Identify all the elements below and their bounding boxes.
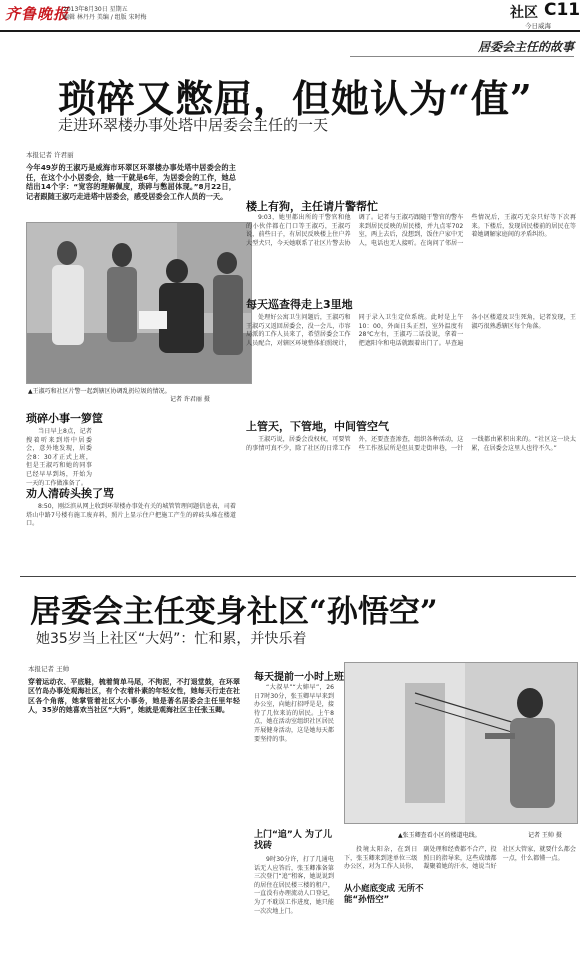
article1-sec-b-text [246,314,576,404]
header-rule [0,30,580,32]
article1-sec-c-title: 琐碎小事一箩筐 [26,412,103,425]
article1-sec-e-text [246,436,576,566]
article1-sec-d-text [26,503,236,565]
article1-sec-e-paragraph: 王淑巧说，居委会没权权，可要管的事情可真不少，除了社区的日常工作外，还要查查渗查，组织各种活动，这些工作基层所是但员要走街串巷，一针一线都由累积出来的。“社区这一块太累，在居委会这里人也待不久。” [246,436,576,452]
article1-sec-b-title: 每天巡查得走上3里地 [246,298,353,311]
article2-sec-a-text [254,684,334,824]
article1-sec-a-text [246,214,576,286]
article2-sec-c-paragraph: 投境太阳杂，在到日下，张玉卿来到迷单位三级办公区，对为工作人员你，副处理和经费都不合产，投照日的指导来，这些成绩都凝聚着她的汗水，她说当好社区大管家，就要什么都会一点，什么都懂一点。 [344,846,576,871]
article1-sec-c-paragraph: 当日早上8点，记者搜着听来到塔中居委会，意外地发现，居委会8：30才正式上班，但是王淑巧和她的同事已经早早到场，开始为一天的工作做准备了。 [26,428,92,487]
article1-subtitle: 走进环翠楼办事处塔中居委会主任的一天 [58,116,329,134]
banner-rule [350,56,574,57]
article1-sec-d-paragraph: 8:50，刚泛滨从网上收到环翠楼办事处有关的城管管理问题信息表，司着塔山中路7号楼有施工废弃料，照片上显示住户把施工产生的碎砖头堆在楼道口。 [26,503,236,528]
topic-banner: 居委会主任的故事 [477,40,574,54]
section-name: 社区 [510,5,538,21]
article2-subtitle: 她35岁当上社区“大妈”：忙和累，并快乐着 [36,631,307,647]
article2-sec-c-title: 从小庭底变成 无所不能“孙悟空” [344,884,424,905]
article1-photo-credit: 记者 许君丽 摄 [170,396,210,403]
page-subsection: 今日威海 [525,22,551,30]
article2-sec-b-title: 上门“追”人 为了儿找砖 [254,830,332,851]
article2-sec-b-paragraph: 9时30分许，打了几通电话无人应答后，张玉卿准备第三次登门“追”租客，她说说到的居住在居民楼三楼的租户，一直没有办理流动人口登记，为了不耽误工作进度，她只能一次次地上门。 [254,856,334,915]
masthead [0,0,580,38]
article1-sec-d-title: 劝人清砖头挨了骂 [26,487,114,500]
article2-photo-credit: 记者 王帅 摄 [528,832,562,839]
article2-sec-a-paragraph: “大叔早”“大婶早”，26日7时30分，张玉卿早早来到办公室，向她打招呼是是，接待了几位来访的居民。上午8点，她在活动室组织社区居民开展健身活动，这是她每天都要坚持的事。 [254,684,334,743]
article1-sec-b-paragraph: 处理好公寓卫生问题后，王淑巧和王淑巧又返回居委会，没一会儿，市容局派的工作人员来了，希望居委会工作人员配合，对辖区环境整体拍照统计，同于录入卫生定位系统。此时是上午10：00，外面日头正烈，室外温度有28℃左右，王淑巧二话没说，拿着一把遮阳伞和电话就跟着出门了。早查遍各小区楼道及卫生死角，记者发现，王淑巧很熟悉辖区每个角落。 [246,314,576,347]
article2-sec-c-text [344,846,576,974]
article1-sec-a-paragraph: 9:03，她里都出所的干警官和他的小伙伴都在门口等王淑巧，王淑巧说，前些日子，有居民反映楼上住户养大型犬只，今天她联系了社区片警去协调了。记者与王淑巧跟随干警官的警车来到居民反映的居民楼，并九点零702室，两上去后，没想到，饭住户家中无人，电话也无人接听。在询问了邻居一些情况后，王淑巧无奈只好等下次再来。下楼后，发现居民楼前的居民在等着她调解家庭间的矛盾纠纷。 [246,214,576,247]
article2-sec-b-text [254,856,334,974]
article2-title: 居委会主任变身社区“孙悟空” [30,594,438,630]
article1-photo-caption: ▲王淑巧和社区片警一起到辖区协调乱扔垃圾的情况。 [28,388,171,395]
article1-title: 琐碎又憋屈，但她认为“值” [58,76,533,121]
page-number: C11 [544,0,580,20]
article1-sec-c-text [26,428,92,487]
article1-lead: 今年49岁的王淑巧是威海市环翠区环翠楼办事处塔中居委会的主任，在这个小小居委会，她一干就是6年，为居委会的工作，她总结出14个字：“宽容的理解佩度，琐碎与憋屈体现。”8月22日，记者跟随王淑巧走进塔中居委会，感受居委会工作人员的一天。 [26,163,236,201]
article2-photo-caption: ▲张玉卿查看小区的楼道电线。 [398,832,481,839]
article2-sec-a-title: 每天提前一小时上班 [254,672,344,683]
editors-line: 编辑 林丹丹 美编 / 组版 宋时梅 [63,14,147,21]
article-divider [20,576,576,577]
article1-byline: 本报记者 许君丽 [26,151,74,159]
paper-logo: 齐鲁晚报 [5,5,70,23]
article2-byline: 本报记者 王帅 [28,665,70,673]
article1-photo [26,222,252,384]
article2-lead: 穿着运动衣、平底鞋，梳着简单马尾，不拘泥，不打退堂鼓，在环翠区竹岛办事处观海社区，有个衣着朴素的年轻女性，她每天行走在社区各个角落，她掌管着社区大小事务，她是著名居委会主任里年轻人，35岁的她喜欢当社区“大妈”，她就是观海社区主任张玉卿。 [28,678,240,715]
issue-date: 2013年8月30日 星期五 [63,6,128,13]
article1-sec-e-title: 上管天，下管地，中间管空气 [246,420,389,433]
article2-photo [344,662,578,824]
photo1-scene [27,223,251,383]
article1-sec-a-title: 楼上有狗，主任请片警帮忙 [246,200,378,213]
photo2-scene [345,663,577,823]
